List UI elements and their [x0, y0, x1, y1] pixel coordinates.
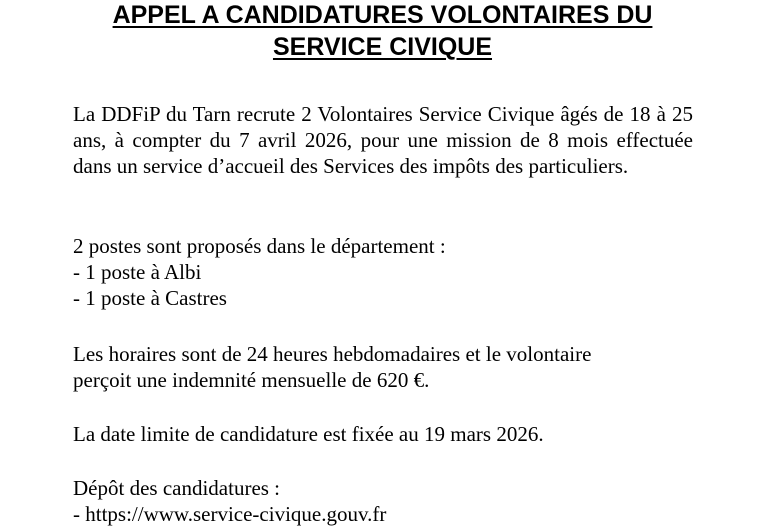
depot-link[interactable]: - https://www.service-civique.gouv.fr — [73, 502, 387, 526]
horaires-line-1: Les horaires sont de 24 heures hebdomadaires et le volontaire — [73, 342, 592, 366]
horaires-line-2: perçoit une indemnité mensuelle de 620 €. — [73, 368, 430, 392]
poste-item-albi: - 1 poste à Albi — [73, 260, 202, 284]
poste-item-castres: - 1 poste à Castres — [73, 286, 227, 310]
document-title-line-2: SERVICE CIVIQUE — [272, 33, 493, 61]
horaires-paragraph — [73, 341, 693, 393]
deadline-paragraph: La date limite de candidature est fixée au 19 mars 2026. — [73, 422, 544, 446]
document-title-line-1: APPEL A CANDIDATURES VOLONTAIRES DU — [112, 1, 653, 29]
intro-paragraph: La DDFiP du Tarn recrute 2 Volontaires Service Civique âgés de 18 à 25 ans, à compter du 7 avril 2026, pour une mission de 8 mois effectuée dans un service d’accueil des Services des impôts des particuliers. — [73, 102, 693, 178]
depot-heading: Dépôt des candidatures : — [73, 476, 281, 500]
postes-section — [73, 233, 693, 311]
postes-heading: 2 postes sont proposés dans le département : — [73, 234, 446, 258]
